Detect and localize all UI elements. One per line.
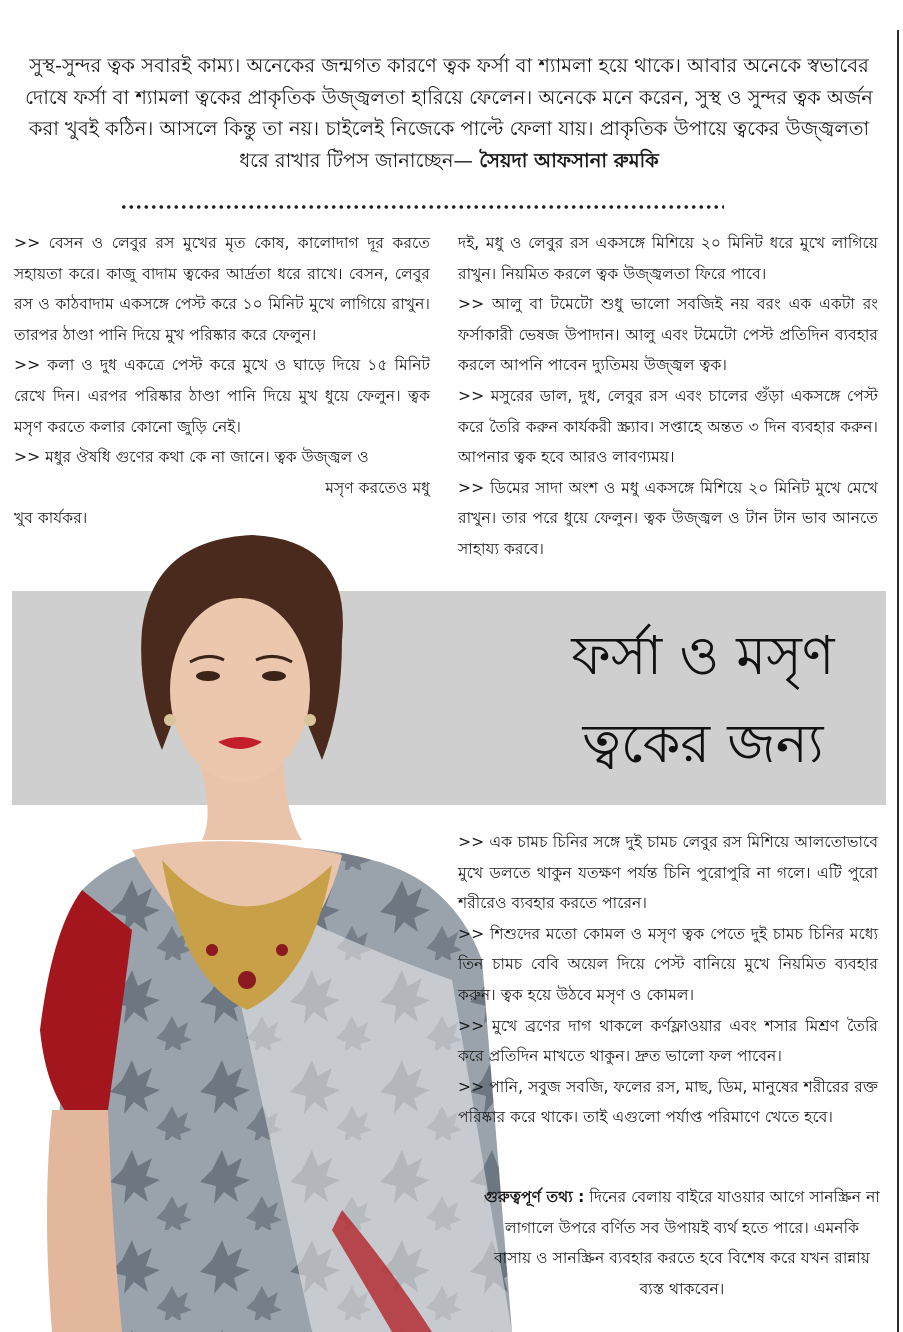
tip-paragraph: >> বেসন ও লেবুর রস মুখের মৃত কোষ, কালোদাগ দূর করতে সহায়তা করে। কাজু বাদাম ত্বকের আর্দ্রতা ধরে রাখে। বেসন, লেবুর রস ও কাঠবাদাম একসঙ্গে পেস্ট করে ১০ মিনিট মুখে লাগিয়ে রাখুন। তারপর ঠাণ্ডা পানি দিয়ে মুখ পরিষ্কার করে ফেলুন। — [14, 234, 430, 344]
tip-paragraph: >> পানি, সবুজ সবজি, ফলের রস, মাছ, ডিম, মানুষের শরীরের রক্ত পরিষ্কার করে থাকে। তাই এগুলো পর্যাপ্ত পরিমাণে খেতে হবে। — [458, 1077, 878, 1127]
tips-column — [458, 827, 878, 1133]
headline — [520, 612, 886, 788]
necklace-gem — [206, 944, 218, 956]
important-note — [484, 1182, 880, 1304]
necklace-gem — [276, 944, 288, 956]
earring — [304, 714, 316, 726]
tip-paragraph-continued: মসৃণ করতেও মধু — [325, 478, 430, 497]
tip-paragraph-end: খুব কার্যকর। — [14, 509, 88, 528]
right-column — [458, 228, 878, 565]
tip-paragraph: >> এক চামচ চিনির সঙ্গে দুই চামচ লেবুর রস মিশিয়ে আলতোভাবে মুখে ডলতে থাকুন যতক্ষণ পর্যন্ত চিনি পুরোপুরি না গলে। এটি পুরো শরীরেও ব্যবহার করতে পারেন। — [458, 833, 878, 913]
tip-paragraph: >> ডিমের সাদা অংশ ও মধু একসঙ্গে মিশিয়ে ২০ মিনিট মুখে মেখে রাখুন। তার পরে ধুয়ে ফেলুন। ত্বক উজ্জ্বল ও টান টান ভাব আনতে সাহায্য করবে। — [458, 478, 878, 558]
eye — [262, 671, 286, 681]
headline-line: ত্বকের জন্য — [582, 712, 824, 775]
earring — [164, 714, 176, 726]
model-photo — [12, 510, 512, 1332]
necklace-gem — [238, 971, 256, 989]
headline-line: ফর্সা ও মসৃণ — [571, 624, 835, 687]
tip-paragraph: >> শিশুদের মতো কোমল ও মসৃণ ত্বক পেতে দুই চামচ চিনির মধ্যে তিন চামচ বেবি অয়েল দিয়ে পেস্ট বানিয়ে মুখে নিয়মিত ব্যবহার করুন। ত্বক হয়ে উঠবে মসৃণ ও কোমল। — [458, 924, 878, 1004]
tip-paragraph: >> আলু বা টমেটো শুধু ভালো সবজিই নয় বরং এক একটা রং ফর্সাকারী ভেষজ উপাদান। আলু এবং টমেটো পেস্ট প্রতিদিন ব্যবহার করলে আপনি পাবেন দ্যুতিময় উজ্জ্বল ত্বক। — [458, 295, 878, 375]
dotted-divider — [120, 203, 724, 211]
tip-paragraph: দই, মধু ও লেবুর রস একসঙ্গে মিশিয়ে ২০ মিনিট ধরে মুখে লাগিয়ে রাখুন। নিয়মিত করলে ত্বক উজ্জ্বলতা ফিরে পাবে। — [458, 234, 878, 283]
intro-paragraph — [14, 50, 884, 176]
tip-paragraph: >> মধুর ঔষধি গুণের কথা কে না জানে। ত্বক উজ্জ্বল ও — [14, 448, 369, 467]
face — [170, 598, 310, 782]
tip-paragraph: >> মসুরের ডাল, দুধ, লেবুর রস এবং চালের গুঁড়া একসঙ্গে পেস্ট করে তৈরি করুন কার্যকরী স্ক্র্যাব। সপ্তাহে অন্তত ৩ দিন ব্যবহার করুন। আপনার ত্বক হবে আরও লাবণ্যময়। — [458, 386, 878, 467]
column-rule — [897, 30, 899, 1332]
tip-paragraph: >> কলা ও দুধ একত্রে পেস্ট করে মুখে ও ঘাড়ে দিয়ে ১৫ মিনিট রেখে দিন। এরপর পরিষ্কার ঠাণ্ডা পানি দিয়ে মুখ ধুয়ে ফেলুন। ত্বক মসৃণ করতে কলার কোনো জুড়ি নেই। — [14, 356, 430, 436]
eye — [196, 671, 220, 681]
note-label: গুরুত্বপূর্ণ তথ্য : — [484, 1188, 585, 1206]
tip-paragraph: >> মুখে ব্রণের দাগ থাকলে কর্ণফ্লাওয়ার এবং শসার মিশ্রণ তৈরি করে প্রতিদিন মাখতে থাকুন। দ্রুত ভালো ফল পাবেন। — [458, 1016, 878, 1066]
author-name: সৈয়দা আফসানা রুমকি — [479, 148, 659, 172]
intro-text: সুস্থ-সুন্দর ত্বক সবারই কাম্য। অনেকের জন্মগত কারণে ত্বক ফর্সা বা শ্যামলা হয়ে থাকে। আবার অনেকে স্বভাবের দোষে ফর্সা বা শ্যামলা ত্বকের প্রাকৃতিক উজ্জ্বলতা হারিয়ে ফেলেন। অনেকে মনে করেন, সুস্থ ও সুন্দর ত্বক অর্জন করা খুবই কঠিন। আসলে কিন্তু তা নয়। চাইলেই নিজেকে পাল্টে ফেলা যায়। প্রাকৃতিক উপায়ে ত্বকের উজ্জ্বলতা ধরে রাখার টিপস জানাচ্ছেন— — [25, 54, 873, 172]
note-text: দিনের বেলায় বাইরে যাওয়ার আগে সানস্ক্রিন না লাগালে উপরে বর্ণিত সব উপায়ই ব্যর্থ হতে পারে। এমনকি বাসায় ও সানস্ক্রিন ব্যবহার করতে হবে বিশেষ করে যখন রান্নায় ব্যস্ত থাকবেন। — [494, 1188, 880, 1298]
left-column — [14, 228, 430, 534]
